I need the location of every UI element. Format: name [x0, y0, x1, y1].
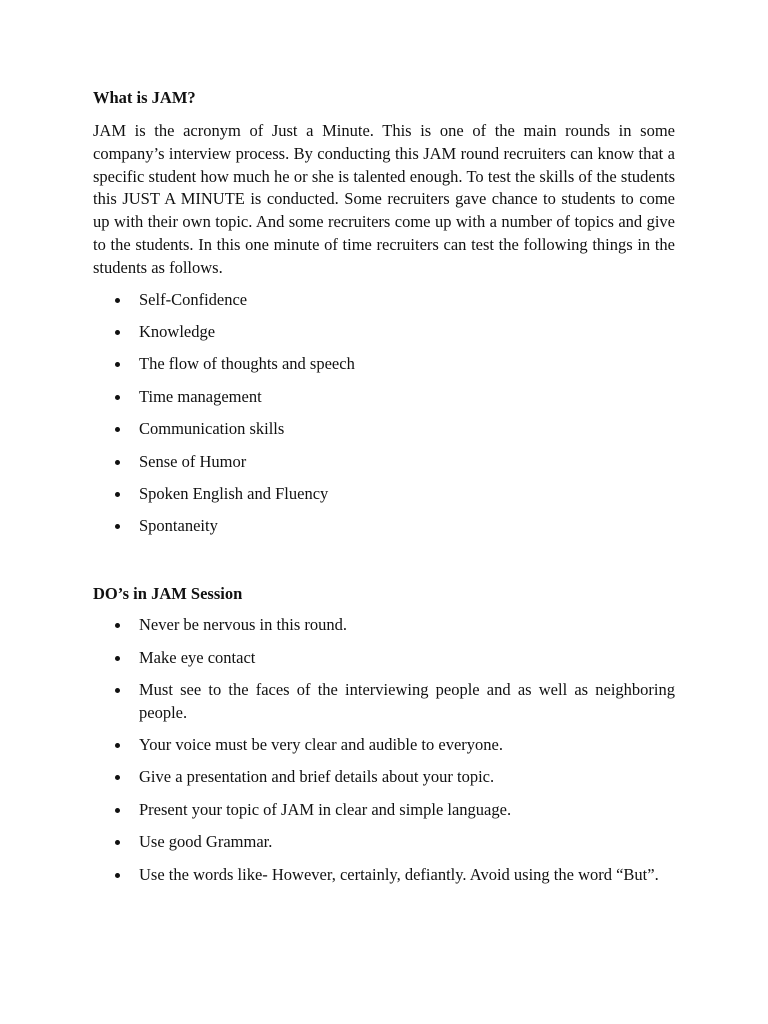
list-item [93, 289, 675, 312]
bullet-icon [115, 395, 120, 400]
bullet-icon [115, 840, 120, 845]
list-item-text: Give a presentation and brief details about your topic. [139, 767, 495, 787]
bullet-icon [115, 743, 120, 748]
bullet-icon [115, 460, 120, 465]
bullet-icon [115, 524, 120, 529]
list-item-text: Use good Grammar. [139, 832, 273, 852]
bullet-icon [115, 298, 120, 303]
intro-paragraph: JAM is the acronym of Just a Minute. This is one of the main rounds in some company’s interview process. By conducting this JAM round recruiters can know that a specific student how much he or she is talented enough. To test the skills of the students this JUST A MINUTE is conducted. Some recruiters gave chance to students to come up with their own topic. And some recruiters come up with a number of topics and give to the students. In this one minute of time recruiters can test the following things in the students as follows. [93, 121, 675, 277]
bullet-icon [115, 492, 120, 497]
document-page [93, 86, 675, 896]
bullet-icon [115, 362, 120, 367]
list-item-text: Sense of Humor [139, 451, 247, 471]
bullet-icon [115, 808, 120, 813]
list-item [93, 451, 675, 474]
list-item-text: Use the words like- However, certainly, defiantly. Avoid using the word “But”. [139, 864, 659, 884]
bullet-icon [115, 330, 120, 335]
list-item [93, 864, 675, 887]
skills-list [93, 289, 675, 539]
bullet-icon [115, 427, 120, 432]
list-item-text: Your voice must be very clear and audible to everyone. [139, 735, 503, 755]
list-item [93, 483, 675, 506]
list-item-text: The flow of thoughts and speech [139, 354, 355, 374]
section-heading-what-is-jam: What is JAM? [93, 88, 196, 107]
list-item-text: Present your topic of JAM in clear and simple language. [139, 799, 512, 819]
bullet-icon [115, 688, 120, 693]
list-item [93, 386, 675, 409]
bullet-icon [115, 873, 120, 878]
list-item-text: Spontaneity [139, 516, 218, 536]
list-item [93, 679, 675, 725]
list-item [93, 614, 675, 637]
list-item-text: Communication skills [139, 419, 285, 439]
bullet-icon [115, 656, 120, 661]
list-item [93, 734, 675, 757]
list-item-text: Never be nervous in this round. [139, 615, 348, 635]
list-item [93, 321, 675, 344]
bullet-icon [115, 775, 120, 780]
list-item [93, 353, 675, 376]
list-item-text: Spoken English and Fluency [139, 483, 329, 503]
list-item [93, 647, 675, 670]
list-item-text: Time management [139, 386, 262, 406]
list-item [93, 418, 675, 441]
list-item-text: Make eye contact [139, 647, 256, 667]
list-item-text: Knowledge [139, 321, 216, 341]
list-item [93, 766, 675, 789]
dos-list [93, 614, 675, 886]
list-item [93, 515, 675, 538]
bullet-icon [115, 623, 120, 628]
list-item [93, 831, 675, 854]
list-item [93, 799, 675, 822]
list-item-text: Must see to the faces of the interviewing people and as well as neighboring people. [139, 679, 675, 722]
list-item-text: Self-Confidence [139, 289, 248, 309]
section-heading-dos: DO’s in JAM Session [93, 584, 243, 604]
